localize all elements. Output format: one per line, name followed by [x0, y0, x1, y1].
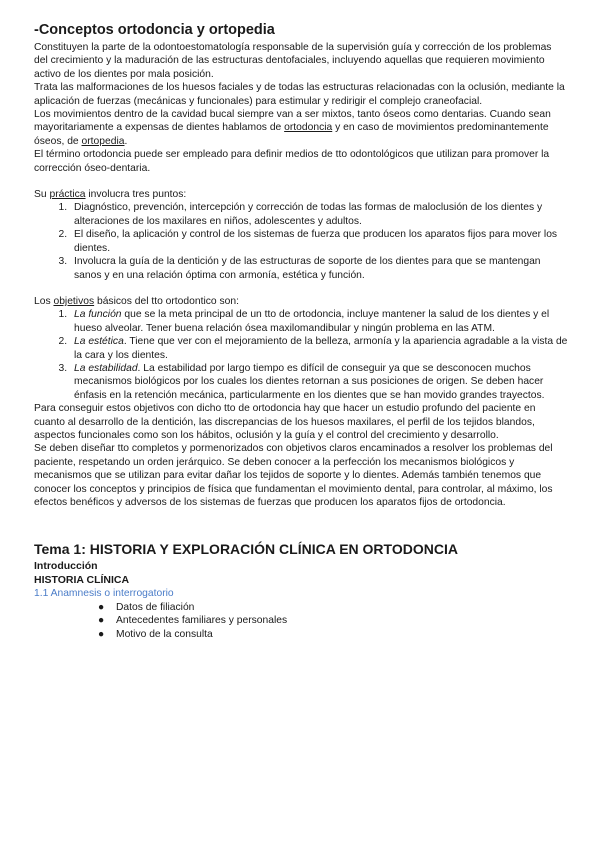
conseguir-paragraph: Para conseguir estos objetivos con dicho tto de ortodoncia hay que hacer un estudio profundo del paciente en cuanto al desarrollo de la dentición, las discrepancias de los huesos maxilares, el perfil de los tejidos blandos, aspectos funcionales como son los hábitos, oclusión y la guía y el control del crecimiento y desarrollo.	[34, 403, 536, 441]
practica-pre: Su	[34, 189, 50, 201]
spacer	[34, 282, 568, 295]
objetivo-term: La estética	[74, 336, 124, 348]
practica-intro	[34, 188, 568, 201]
termino-paragraph: El término ortodoncia puede ser empleado para definir medios de tto odontológicos que utilizan para promover la corrección óseo-dentaria.	[34, 149, 550, 174]
practica-list	[34, 201, 568, 281]
movimientos-paragraph	[34, 108, 568, 148]
movimientos-text-mid: y en caso de movimientos predominantemente óseos, de	[34, 122, 549, 147]
objetivos-intro	[34, 295, 568, 308]
practica-post: involucra tres puntos:	[85, 189, 187, 201]
bullet-icon: ●	[98, 629, 105, 640]
list-item	[98, 614, 568, 628]
intro-paragraph-1: Constituyen la parte de la odontoestomatología responsable de la supervisión guía y corrección de los problemas del crecimiento y la maduración de las estructuras dentofaciales, incluyendo aquellas que requieren movimiento activo de los dientes por mala posición.	[34, 42, 552, 80]
bullet-text: Motivo de la consulta	[116, 629, 213, 640]
ortopedia-underlined: ortopedia	[81, 135, 125, 147]
disenar-paragraph: Se deben diseñar tto completos y pormenorizados con objetivos claros encaminados a resolver los problemas del paciente, respetando un orden jerárquico. Se deben conocer a la perfección los mecanismos biológicos y mecanismos que se utilizan para evitar dañar los tejidos de soporte y lo dientes. Además también tenemos que conocer los conceptos y principios de física que fundamentan el movimiento dental, para controlar, al máximo, los efectos benéficos y adversos de los sistemas de fuerzas que producen los aparatos fijos de ortodoncia.	[34, 443, 553, 508]
introduccion-heading: Introducción	[34, 560, 98, 573]
movimientos-text-post: .	[124, 135, 128, 147]
movimientos-text-pre: Los movimientos dentro de la cavidad bucal siempre van a ser mixtos, tanto óseos como dentarias. Cuando sean mayoritariamente a expensas de dientes hablamos de	[34, 109, 551, 134]
practica-underlined: práctica	[49, 189, 86, 201]
anamnesis-list	[34, 601, 568, 642]
list-item	[70, 362, 568, 402]
objetivos-post: básicos del tto ortodontico son:	[94, 295, 239, 307]
list-item	[70, 308, 568, 335]
ortodoncia-underlined: ortodoncia	[284, 122, 333, 134]
objetivos-pre: Los	[34, 295, 54, 307]
objetivo-text: que se la meta principal de un tto de ortodoncia, incluye mantener la salud de los dientes y el hueso alveolar. Tener buena relación ósea maxilomandibular y ningún problema en las ATM.	[74, 309, 550, 334]
list-item	[98, 628, 568, 642]
objetivos-list	[34, 308, 568, 402]
bullet-text: Antecedentes familiares y personales	[116, 615, 288, 627]
objetivo-text: . Tiene que ver con el mejoramiento de la belleza, armonía y la apariencia agradable a la vista de la cara y los dientes.	[74, 336, 568, 361]
objetivo-term: La función	[74, 309, 122, 321]
objetivos-underlined: objetivos	[53, 295, 95, 307]
historia-clinica-heading: HISTORIA CLÍNICA	[34, 573, 130, 586]
spacer	[34, 175, 568, 188]
bullet-icon: ●	[98, 615, 105, 627]
objetivo-text: . La estabilidad por largo tiempo es difícil de conseguir ya que se desconocen muchos mecanismos biológicos por los cuales los dientes retornan a sus posiciones de origen. Se deben hacer énfasis en la retención mecánica, particularmente en los dientes que se han movido grandes trayectos.	[74, 362, 545, 401]
list-item: 2. El diseño, la aplicación y control de los sistemas de fuerza que producen los aparatos fijos para mover los dientes.	[70, 228, 568, 255]
spacer	[34, 509, 568, 535]
list-item: 1. Diagnóstico, prevención, intercepción y corrección de todas las formas de maloclusión de los dientes y alteraciones de los maxilares en niños, adolescentes y adultos.	[70, 201, 568, 228]
page-title: -Conceptos ortodoncia y ortopedia	[34, 22, 275, 38]
anamnesis-heading: 1.1 Anamnesis o interrogatorio	[34, 588, 174, 600]
tema-heading: Tema 1: HISTORIA Y EXPLORACIÓN CLÍNICA EN ORTODONCIA	[34, 541, 458, 558]
bullet-text: Datos de filiación	[116, 601, 195, 613]
intro-paragraph-2: Trata las malformaciones de los huesos faciales y de todas las estructuras relacionadas con la oclusión, mediante la aplicación de fuerzas (mecánicas y funcionales) para estimular y redirigir el complejo craneofacial.	[34, 82, 565, 107]
list-item	[98, 601, 568, 615]
list-item: 3. Involucra la guía de la dentición y de las estructuras de soporte de los dientes para que se mantengan sanos y en una relación óptima con armonía, estética y función.	[70, 255, 568, 282]
objetivo-term: La estabilidad	[74, 362, 138, 374]
list-item	[70, 335, 568, 362]
bullet-icon: ●	[98, 601, 105, 613]
